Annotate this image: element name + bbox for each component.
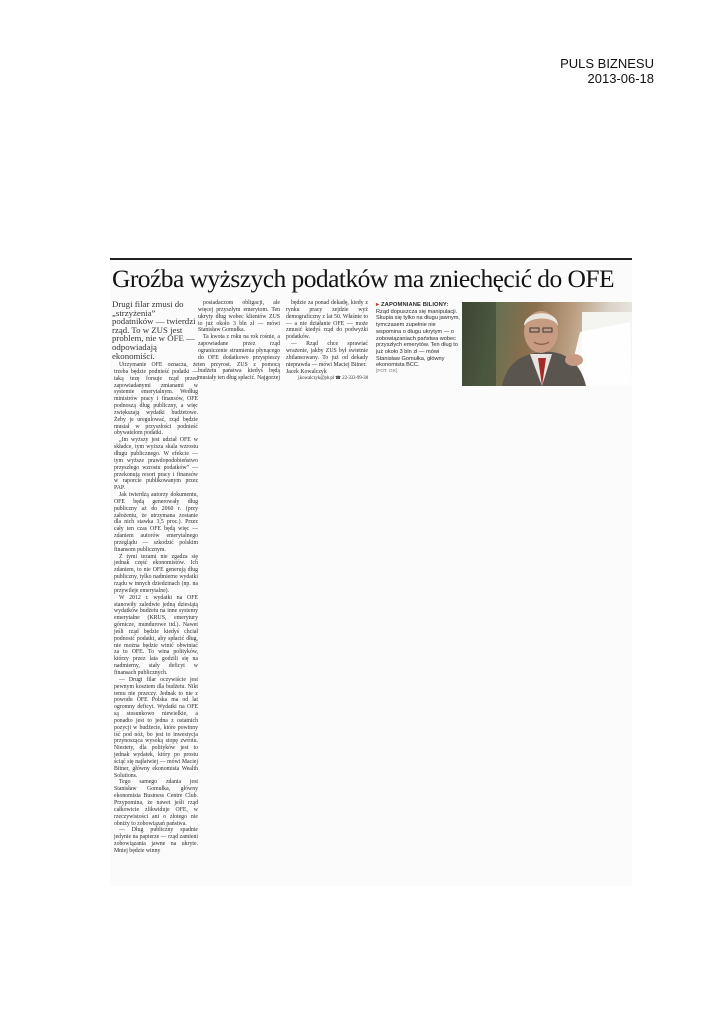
sidebar-text: Rząd dopuszcza się manipulacji. Skupia się tylko na długu jawnym, tymczasem zupełnie nie wspomina o długu ukrytym — o zobowiązaniach państwa wobec przyszłych emerytów. Ten dług to już około 3 bln zł — mówi Stanisław Gomułka, główny ekonomista BCC. [376,308,460,369]
triangle-marker-icon: ▸ [376,302,380,308]
paragraph: Utrzymanie OFE oznacza, że trzeba będzie podnieść podatki — taką tezę forsuje rząd przed zapowiadanymi zmianami w systemie emerytalnym. Według ministrów pracy i finansów, OFE podnoszą dług publiczny, a więc zwiększają wydatki budżetowe. Żeby je uregulować, rząd będzie musiał w przyszłości podnieść obywatelom podatki. [114,362,198,437]
portrait-illustration [462,302,632,386]
paragraph: — Dług publiczny spadnie jedynie na papierze — rząd zamieni zobowiązania jawne na ukryte. Mniej będzie winny [114,827,198,854]
article-column-2 [198,300,280,382]
paragraph: W 2012 r. wydatki na OFE stanowiły zaledwie jedną dziesiątą wydatków budżetu na inne systemy emerytalne (KRUS, emerytury górnicze, mundurowe itd.). Nawet jeśli rząd będzie kiedyś chciał podnosić podatki, aby spłacić dług, nie można będzie winić obwiniać za to OFE. To wina polityków, którzy przez lata godzili się na nadmierny, stały deficyt w finansach publicznych. [114,594,198,676]
article-headline: Groźba wyższych podatków ma zniechęcić do OFE [112,264,615,293]
paragraph: Tego samego zdania jest Stanisław Gomułka, główny ekonomista Business Centre Club. Przypomina, że nawet jeśli rząd całkowicie zlikwiduje OFE, w rzeczywistości ani o złotego nie obniży to zobowiązań państwa. [114,779,198,827]
newspaper-clipping [110,258,632,886]
paragraph: Jak twierdzą autorzy dokumentu, OFE będą generowały dług publiczny aż do 2060 r. (przy założeniu, że utrzymana zostanie dla nich stawka 3,5 proc.). Przez cały ten czas OFE będą więc — zdaniem autorów emerytalnego przeglądu — szkodzić polskim finansom publicznym. [114,492,198,553]
paragraph: posiadaczom obligacji, ale więcej przyszłym emerytom. Ten ukryty dług wobec klientów ZUS to już około 3 bln zł — mówi Stanisław Gomułka. [198,300,280,334]
publication-date: 2013-06-18 [587,71,654,86]
article-column-3 [286,300,368,383]
author-byline: Jacek Kowalczyk [286,369,327,376]
sidebar-label [376,302,449,308]
publication-name: PULS BIZNESU [560,56,654,71]
paragraph: — Drugi filar oczywiście jest pewnym kosztem dla budżetu. Nikt temu nie przeczy. Jednak to nie z powodu OFE Polska ma od lat ogromny deficyt. Wydatki na OFE są stosunkowo niewielkie, a ponadto jest to jedna z ostatnich pozycji w budżecie, które powinny iść pod nóż, bo jest to inwestycja przynosząca wysoką stopę zwrotu. Niestety, dla polityków jest to jednak wydatek, który po prostu ściąć się najłatwiej — mówi Maciej Bitner, główny ekonomista Wealth Solutions. [114,676,198,779]
article-lead: Drugi filar zmusi do „strzyżenia” podatników — twierdzi rząd. To w ZUS jest problem, nie w OFE — odpowiadają ekonomiści. [112,299,196,361]
paragraph: — Rząd chce sprawiać wrażenie, jakby ZUS był świetnie zbilansowany. To już od dekady nieprawda — mówi Maciej Bitner. [286,341,368,368]
source-stamp [560,56,654,86]
author-contact: j.kowalczyk@pb.pl ☎ 22-333-99-38 [297,376,368,382]
paragraph: „Im wyższy jest udział OFE w składce, tym wyższa skala wzrostu długu publicznego. W efekcie — tym wyższe prawdopodobieństwo przyszłego wzrostu podatków” — przekonują resort pracy i finansów w raporcie publikowanym przez PAP. [114,437,198,492]
sidebar-label-text: ZAPOMNIANE BILIONY: [381,302,449,308]
sidebar-quote [376,302,460,376]
photo-credit: [FOT. GK] [376,369,398,375]
paragraph: Ta kwota z roku na rok rośnie, a zapowiadane przez rząd ograniczenie strumienia płynącego do OFE dodatkowo przyspieszy ten przyrost. ZUS z pomocą budżetu państwa kiedyś będą musiały ten dług spłacić. Najgorzej [198,334,280,382]
article-column-1 [114,362,198,855]
portrait-photo [462,302,632,386]
top-rule [110,258,632,260]
paragraph: będzie za ponad dekadę, kiedy z rynku pracy zejdzie wyż demograficzny z lat 50. Właśnie to — a nie działanie OFE — może zmusić kiedyś rząd do podwyżki podatków. [286,300,368,341]
paragraph: Z tymi tezami nie zgadza się jednak część ekonomistów. Ich zdaniem, to nie OFE generują dług publiczny, tylko nadmierne wydatki rządu w innych dziedzinach (np. na przywileje emerytalne). [114,553,198,594]
